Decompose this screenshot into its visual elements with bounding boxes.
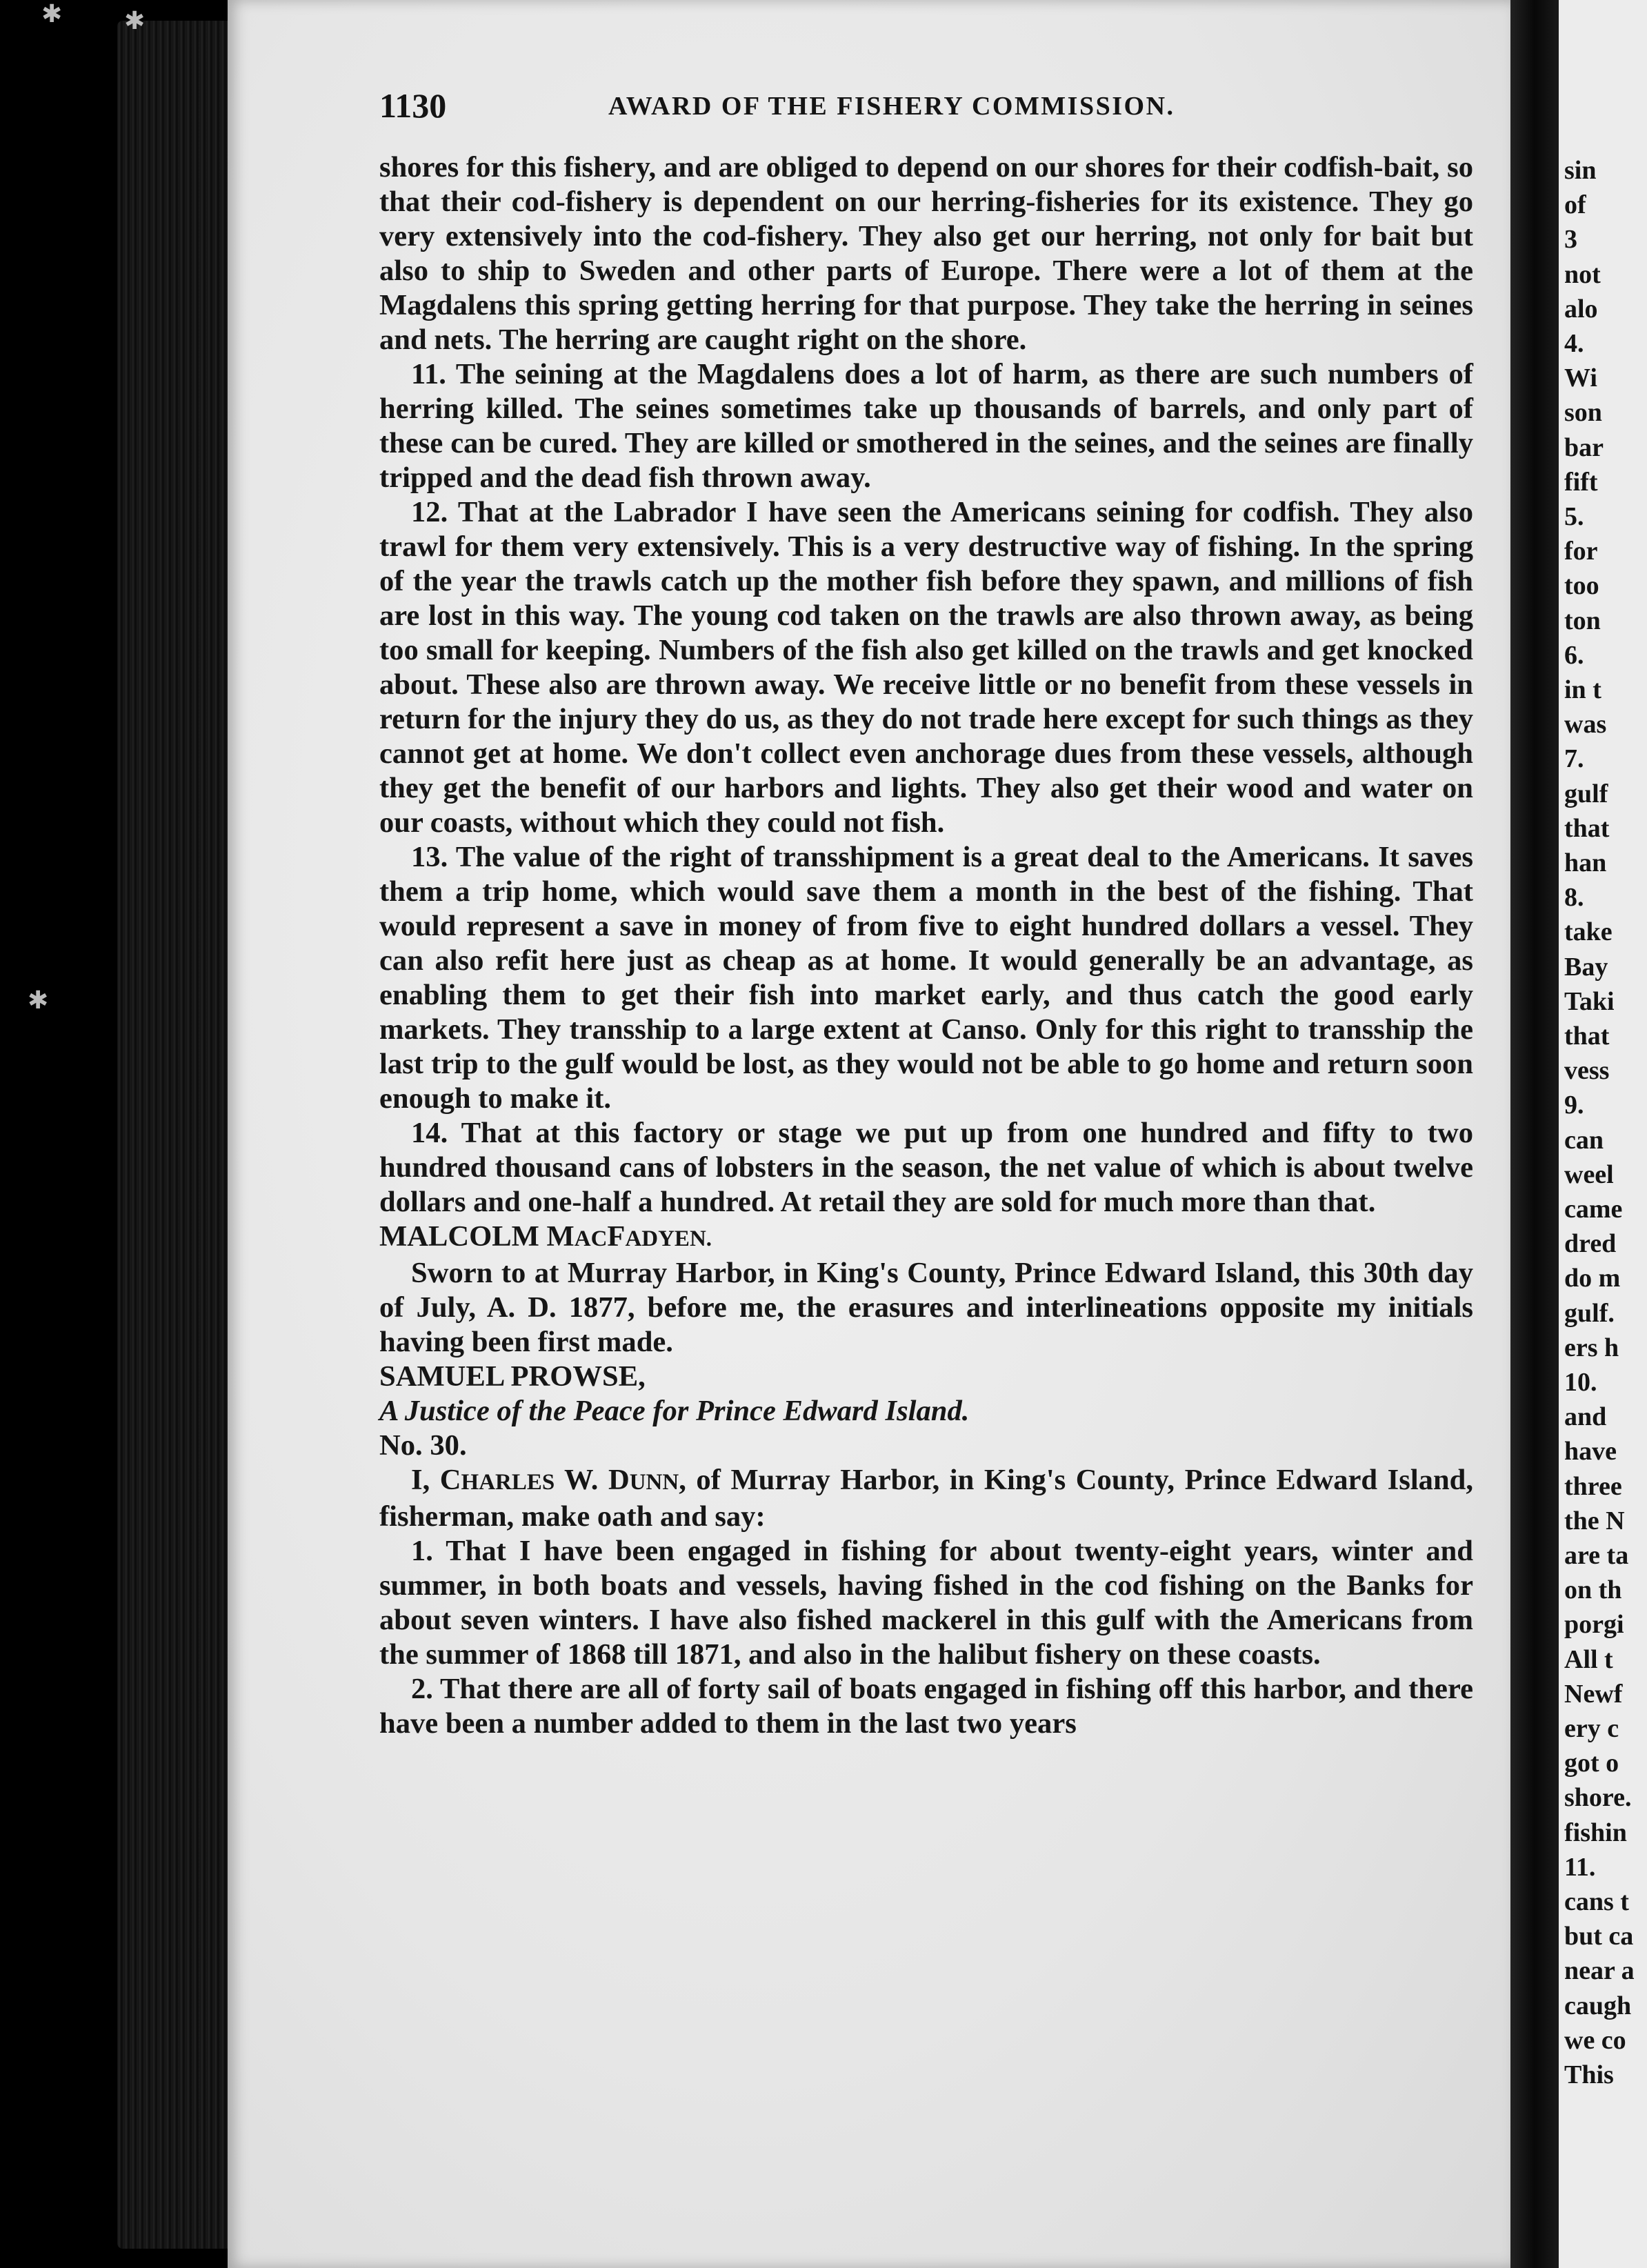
adjacent-page-fragment: can — [1564, 1125, 1604, 1155]
signature-part: F — [607, 1220, 626, 1253]
adjacent-page-fragment: that — [1564, 1022, 1610, 1051]
adjacent-page-fragment: of — [1564, 190, 1586, 220]
adjacent-page-fragment: do m — [1564, 1264, 1621, 1293]
adjacent-page-fragment: 6. — [1564, 640, 1584, 670]
adjacent-page-fragment: fift — [1564, 467, 1598, 497]
adjacent-page-fragment: on th — [1564, 1575, 1622, 1605]
adjacent-page-fragment: All t — [1564, 1644, 1613, 1674]
adjacent-page-fragment: Wi — [1564, 364, 1597, 393]
section-heading: No. 30. — [379, 1429, 467, 1462]
adjacent-page-fragment: gulf — [1564, 779, 1608, 808]
intro-part: D — [608, 1464, 630, 1496]
paragraph-continuation: shores for this fishery, and are obliged to depend on our shores for their codfish-bait, so that their cod-fishery is dependent on our herring-fisheries for its existence. They go very extensively into the cod-fishery. They also get our herring, not only for bait but also to ship to Sweden and other parts of Europe. There were a lot of them at the Magdalens this spring getting herring for that purpose. They take the herring in seines and nets. The herring are caught right on the shore. — [379, 151, 1473, 356]
adjacent-page-fragment: alo — [1564, 294, 1598, 324]
adjacent-page-fragment: caugh — [1564, 1991, 1632, 2020]
adjacent-page-edge — [1559, 0, 1647, 2268]
running-title: AWARD OF THE FISHERY COMMISSION. — [608, 92, 1175, 121]
intro-part: C — [439, 1464, 461, 1496]
adjacent-page-fragment: came — [1564, 1195, 1623, 1224]
book-gutter — [1510, 0, 1559, 2268]
intro-part: UNN — [629, 1470, 679, 1495]
adjacent-page-fragment: 10. — [1564, 1368, 1597, 1397]
adjacent-page-fragment: Taki — [1564, 986, 1615, 1016]
adjacent-page-fragment: Newf — [1564, 1679, 1623, 1709]
adjacent-page-fragment: the N — [1564, 1506, 1625, 1535]
adjacent-page-fragment: that — [1564, 813, 1610, 843]
scan-speck: ✱ — [124, 7, 146, 35]
adjacent-page-fragment: we co — [1564, 2025, 1626, 2055]
paragraph-12: 12. That at the Labrador I have seen the Americans seining for codfish. They also trawl for them very extensively. This is a very destructive way of fishing. In the spring of the year the trawls catch up the mother fish before they spawn, and millions of fish are lost in this way. The young cod taken on the trawls are also thrown away, as being too small for keeping. Numbers of the fish also get killed on the trawls and get knocked about. These also are thrown away. We receive little or no benefit from these vessels in return for the injury they do us, as they do not trade here except for such things as they cannot get at home. We don't collect even anchorage dues from these vessels, although they get the benefit of our harbors and lights. They also get their wood and water on our coasts, without which they could not fish. — [379, 496, 1473, 839]
adjacent-page-fragment: in t — [1564, 675, 1601, 704]
adjacent-page-fragment: 9. — [1564, 1091, 1584, 1120]
adjacent-page-fragment: 5. — [1564, 502, 1584, 531]
scan-speck: ✱ — [41, 0, 63, 28]
deponent-signature — [379, 1220, 1473, 1256]
adjacent-page-fragment: got o — [1564, 1749, 1619, 1778]
scan-speck: ✱ — [28, 986, 49, 1015]
adjacent-page-fragment: bar — [1564, 432, 1604, 462]
adjacent-page-fragment: This — [1564, 2060, 1614, 2089]
adjacent-page-fragment: was — [1564, 710, 1607, 739]
adjacent-page-fragment: ton — [1564, 606, 1601, 635]
deponent-intro — [379, 1463, 1473, 1534]
adjacent-page-fragment: but ca — [1564, 1922, 1634, 1951]
adjacent-page-fragment: dred — [1564, 1229, 1617, 1259]
adjacent-page-fragment: ery c — [1564, 1714, 1619, 1743]
justice-title: A Justice of the Peace for Prince Edward Island. — [379, 1395, 970, 1427]
adjacent-page-fragment: ers h — [1564, 1333, 1619, 1362]
adjacent-page-fragment: 4. — [1564, 329, 1584, 358]
running-head — [379, 86, 1462, 127]
adjacent-page-fragment: 7. — [1564, 744, 1584, 774]
intro-part: HARLES — [461, 1470, 555, 1495]
adjacent-page-fragment: son — [1564, 398, 1602, 428]
adjacent-page-fragment: take — [1564, 917, 1613, 947]
adjacent-page-fragment: not — [1564, 259, 1601, 289]
body-text — [379, 150, 1473, 1741]
adjacent-page-fragment: 8. — [1564, 883, 1584, 913]
paragraph-1: 1. That I have been engaged in fishing for about twenty-eight years, winter and summer, in both boats and vessels, having fished in the cod fishing on the Banks for about seven winters. I have also fished mackerel in this gulf with the Americans from the summer of 1868 till 1871, and also in the halibut fishery on these coasts. — [379, 1535, 1473, 1671]
adjacent-page-fragment: near a — [1564, 1956, 1635, 1986]
intro-part: I, — [411, 1464, 440, 1496]
adjacent-page-fragment: 11. — [1564, 1852, 1596, 1882]
adjacent-page-fragment: three — [1564, 1471, 1622, 1501]
adjacent-page-fragment: vess — [1564, 1056, 1610, 1086]
intro-part: , of Murray Harbor, in King's County, Prince Edward Island, fisherman, make oath and say: — [379, 1464, 1473, 1533]
adjacent-page-fragment: are ta — [1564, 1541, 1629, 1570]
adjacent-page-fragment: too — [1564, 571, 1599, 601]
adjacent-page-fragment: fishin — [1564, 1818, 1627, 1847]
adjacent-page-fragment: shore. — [1564, 1783, 1632, 1813]
signature-part: AC — [574, 1226, 608, 1251]
adjacent-page-fragment: porgi — [1564, 1610, 1624, 1640]
adjacent-page-fragment: han — [1564, 848, 1607, 877]
adjacent-page-fragment: Bay — [1564, 952, 1608, 982]
paragraph-13: 13. The value of the right of transshipment is a great deal to the Americans. It saves them a trip home, which would save them a month in the best of the fishing. That would represent a save in money of from five to eight hundred dollars a vessel. They can also refit here just as cheap as at home. It would generally be an advantage, as enabling them to get their fish into market early, and thus catch the good early markets. They transship to a large extent at Canso. Only for this right to transship the last trip to the gulf would be lost, as they would not be able to go home and return soon enough to make it. — [379, 841, 1473, 1115]
adjacent-page-fragment: have — [1564, 1437, 1617, 1466]
adjacent-page-fragment: gulf. — [1564, 1298, 1615, 1328]
jurat: Sworn to at Murray Harbor, in King's County, Prince Edward Island, this 30th day of July, A. D. 1877, before me, the erasures and interlineations opposite my initials having been first made. — [379, 1257, 1473, 1358]
adjacent-page-fragment: weel — [1564, 1160, 1614, 1189]
adjacent-page-fragment: sin — [1564, 156, 1597, 185]
paragraph-14: 14. That at this factory or stage we put up from one hundred and fifty to two hundred thousand cans of lobsters in the season, the net value of which is about twelve dollars and one-half a hundred. At retail they are sold for much more than that. — [379, 1117, 1473, 1218]
justice-name: SAMUEL PROWSE, — [379, 1360, 646, 1393]
paragraph-2: 2. That there are all of forty sail of boats engaged in fishing off this harbor, and there have been a number added to them in the last two years — [379, 1673, 1473, 1740]
adjacent-page-fragment: cans t — [1564, 1887, 1629, 1916]
intro-part: W. — [555, 1464, 608, 1496]
page-number: 1130 — [379, 86, 447, 125]
signature-part: MALCOLM M — [379, 1220, 575, 1253]
paragraph-11: 11. The seining at the Magdalens does a lot of harm, as there are such numbers of herring killed. The seines sometimes take up thousands of barrels, and only part of these can be cured. They are killed or smothered in the seines, and the seines are finally tripped and the dead fish thrown away. — [379, 358, 1473, 494]
adjacent-page-fragment: for — [1564, 537, 1598, 566]
adjacent-page-fragment: 3 — [1564, 225, 1577, 255]
adjacent-page-fragment: and — [1564, 1402, 1607, 1432]
signature-part: ADYEN. — [625, 1226, 712, 1251]
